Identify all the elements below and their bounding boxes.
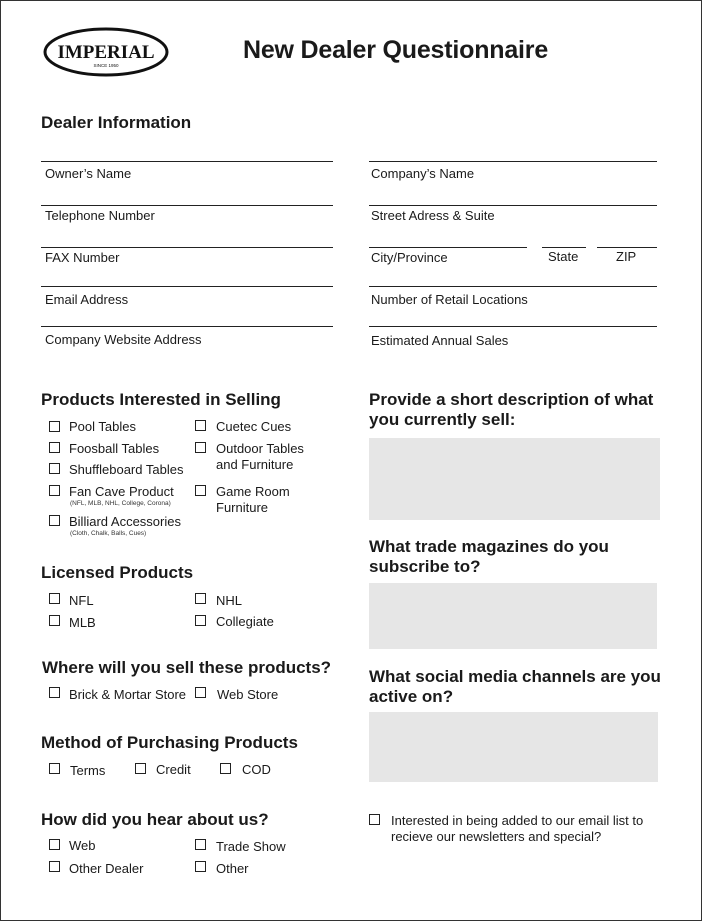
street-line[interactable] <box>369 205 657 206</box>
terms-checkbox[interactable] <box>49 763 60 774</box>
hear-other-label: Other <box>216 861 249 876</box>
social-textarea[interactable] <box>369 712 658 782</box>
fan-cave-checkbox[interactable] <box>49 485 60 496</box>
fax-line[interactable] <box>41 247 333 248</box>
mlb-checkbox[interactable] <box>49 615 60 626</box>
locations-label: Number of Retail Locations <box>371 292 528 307</box>
zip-line[interactable] <box>597 247 657 248</box>
social-heading-1: What social media channels are you <box>369 667 661 686</box>
zip-label: ZIP <box>616 249 637 264</box>
foosball-tables-checkbox[interactable] <box>49 442 60 453</box>
outdoor-tables-label-2: and Furniture <box>216 457 294 472</box>
street-label: Street Adress & Suite <box>371 208 495 223</box>
trade-show-label: Trade Show <box>216 839 286 854</box>
hear-web-label: Web <box>69 838 96 853</box>
brick-mortar-label: Brick & Mortar Store <box>69 687 187 702</box>
billiard-accessories-checkbox[interactable] <box>49 515 60 526</box>
website-label: Company Website Address <box>45 332 202 347</box>
web-store-checkbox[interactable] <box>195 687 206 698</box>
logo-tagline: SINCE 1950 <box>93 63 119 68</box>
state-line[interactable] <box>542 247 586 248</box>
social-heading-2: active on? <box>369 687 454 706</box>
description-heading-2: you currently sell: <box>369 410 516 429</box>
where-heading: Where will you sell these products? <box>42 658 332 677</box>
owner-name-label: Owner’s Name <box>45 166 132 181</box>
magazines-heading-2: subscribe to? <box>369 557 481 576</box>
newsletter-checkbox[interactable] <box>369 814 380 825</box>
cod-checkbox[interactable] <box>220 763 231 774</box>
magazines-textarea[interactable] <box>369 583 657 649</box>
billiard-accessories-label: Billiard Accessories <box>69 514 181 529</box>
website-line[interactable] <box>41 326 333 327</box>
cod-label: COD <box>242 762 271 777</box>
foosball-tables-label: Foosball Tables <box>69 441 160 456</box>
nfl-label: NFL <box>69 593 94 608</box>
game-room-label-1: Game Room <box>216 484 290 499</box>
terms-label: Terms <box>70 763 106 778</box>
pool-tables-checkbox[interactable] <box>49 421 60 432</box>
mlb-label: MLB <box>69 615 96 630</box>
web-store-label: Web Store <box>217 687 279 702</box>
pool-tables-label: Pool Tables <box>69 419 136 434</box>
collegiate-checkbox[interactable] <box>195 615 206 626</box>
fax-label: FAX Number <box>45 250 120 265</box>
hear-other-checkbox[interactable] <box>195 861 206 872</box>
nfl-checkbox[interactable] <box>49 593 60 604</box>
newsletter-label-1: Interested in being added to our email list to <box>391 813 644 828</box>
sales-label: Estimated Annual Sales <box>371 333 509 348</box>
city-line[interactable] <box>369 247 527 248</box>
brick-mortar-checkbox[interactable] <box>49 687 60 698</box>
imperial-logo <box>43 27 169 77</box>
nhl-checkbox[interactable] <box>195 593 206 604</box>
logo-brand: IMPERIAL <box>57 42 155 63</box>
purchasing-heading: Method of Purchasing Products <box>41 733 298 752</box>
collegiate-label: Collegiate <box>216 614 274 629</box>
outdoor-tables-label-1: Outdoor Tables <box>216 441 304 456</box>
outdoor-tables-checkbox[interactable] <box>195 442 206 453</box>
company-name-line[interactable] <box>369 161 657 162</box>
credit-checkbox[interactable] <box>135 763 146 774</box>
email-line[interactable] <box>41 286 333 287</box>
game-room-label-2: Furniture <box>216 500 269 515</box>
magazines-heading-1: What trade magazines do you <box>369 537 609 556</box>
dealer-info-heading: Dealer Information <box>41 113 192 132</box>
email-label: Email Address <box>45 292 129 307</box>
company-name-label: Company’s Name <box>371 166 475 181</box>
page-title: New Dealer Questionnaire <box>243 36 549 64</box>
game-room-checkbox[interactable] <box>195 485 206 496</box>
products-heading: Products Interested in Selling <box>41 390 281 409</box>
owner-name-line[interactable] <box>41 161 333 162</box>
credit-label: Credit <box>156 762 191 777</box>
trade-show-checkbox[interactable] <box>195 839 206 850</box>
licensed-heading: Licensed Products <box>41 563 194 582</box>
billiard-accessories-note: (Cloth, Chalk, Balls, Cues) <box>70 530 147 537</box>
locations-line[interactable] <box>369 286 657 287</box>
cuetec-cues-checkbox[interactable] <box>195 420 206 431</box>
hear-web-checkbox[interactable] <box>49 839 60 850</box>
city-label: City/Province <box>371 250 448 265</box>
shuffleboard-tables-checkbox[interactable] <box>49 463 60 474</box>
description-textarea[interactable] <box>369 438 660 520</box>
nhl-label: NHL <box>216 593 243 608</box>
telephone-line[interactable] <box>41 205 333 206</box>
state-label: State <box>548 249 579 264</box>
fan-cave-note: (NFL, MLB, NHL, College, Corona) <box>70 500 171 507</box>
fan-cave-label: Fan Cave Product <box>69 484 174 499</box>
shuffleboard-tables-label: Shuffleboard Tables <box>69 462 184 477</box>
cuetec-cues-label: Cuetec Cues <box>216 419 292 434</box>
hear-heading: How did you hear about us? <box>41 810 269 829</box>
description-heading-1: Provide a short description of what <box>369 390 654 409</box>
newsletter-label-2: recieve our newsletters and special? <box>391 829 602 844</box>
telephone-label: Telephone Number <box>45 208 155 223</box>
sales-line[interactable] <box>369 326 657 327</box>
other-dealer-label: Other Dealer <box>69 861 144 876</box>
other-dealer-checkbox[interactable] <box>49 861 60 872</box>
